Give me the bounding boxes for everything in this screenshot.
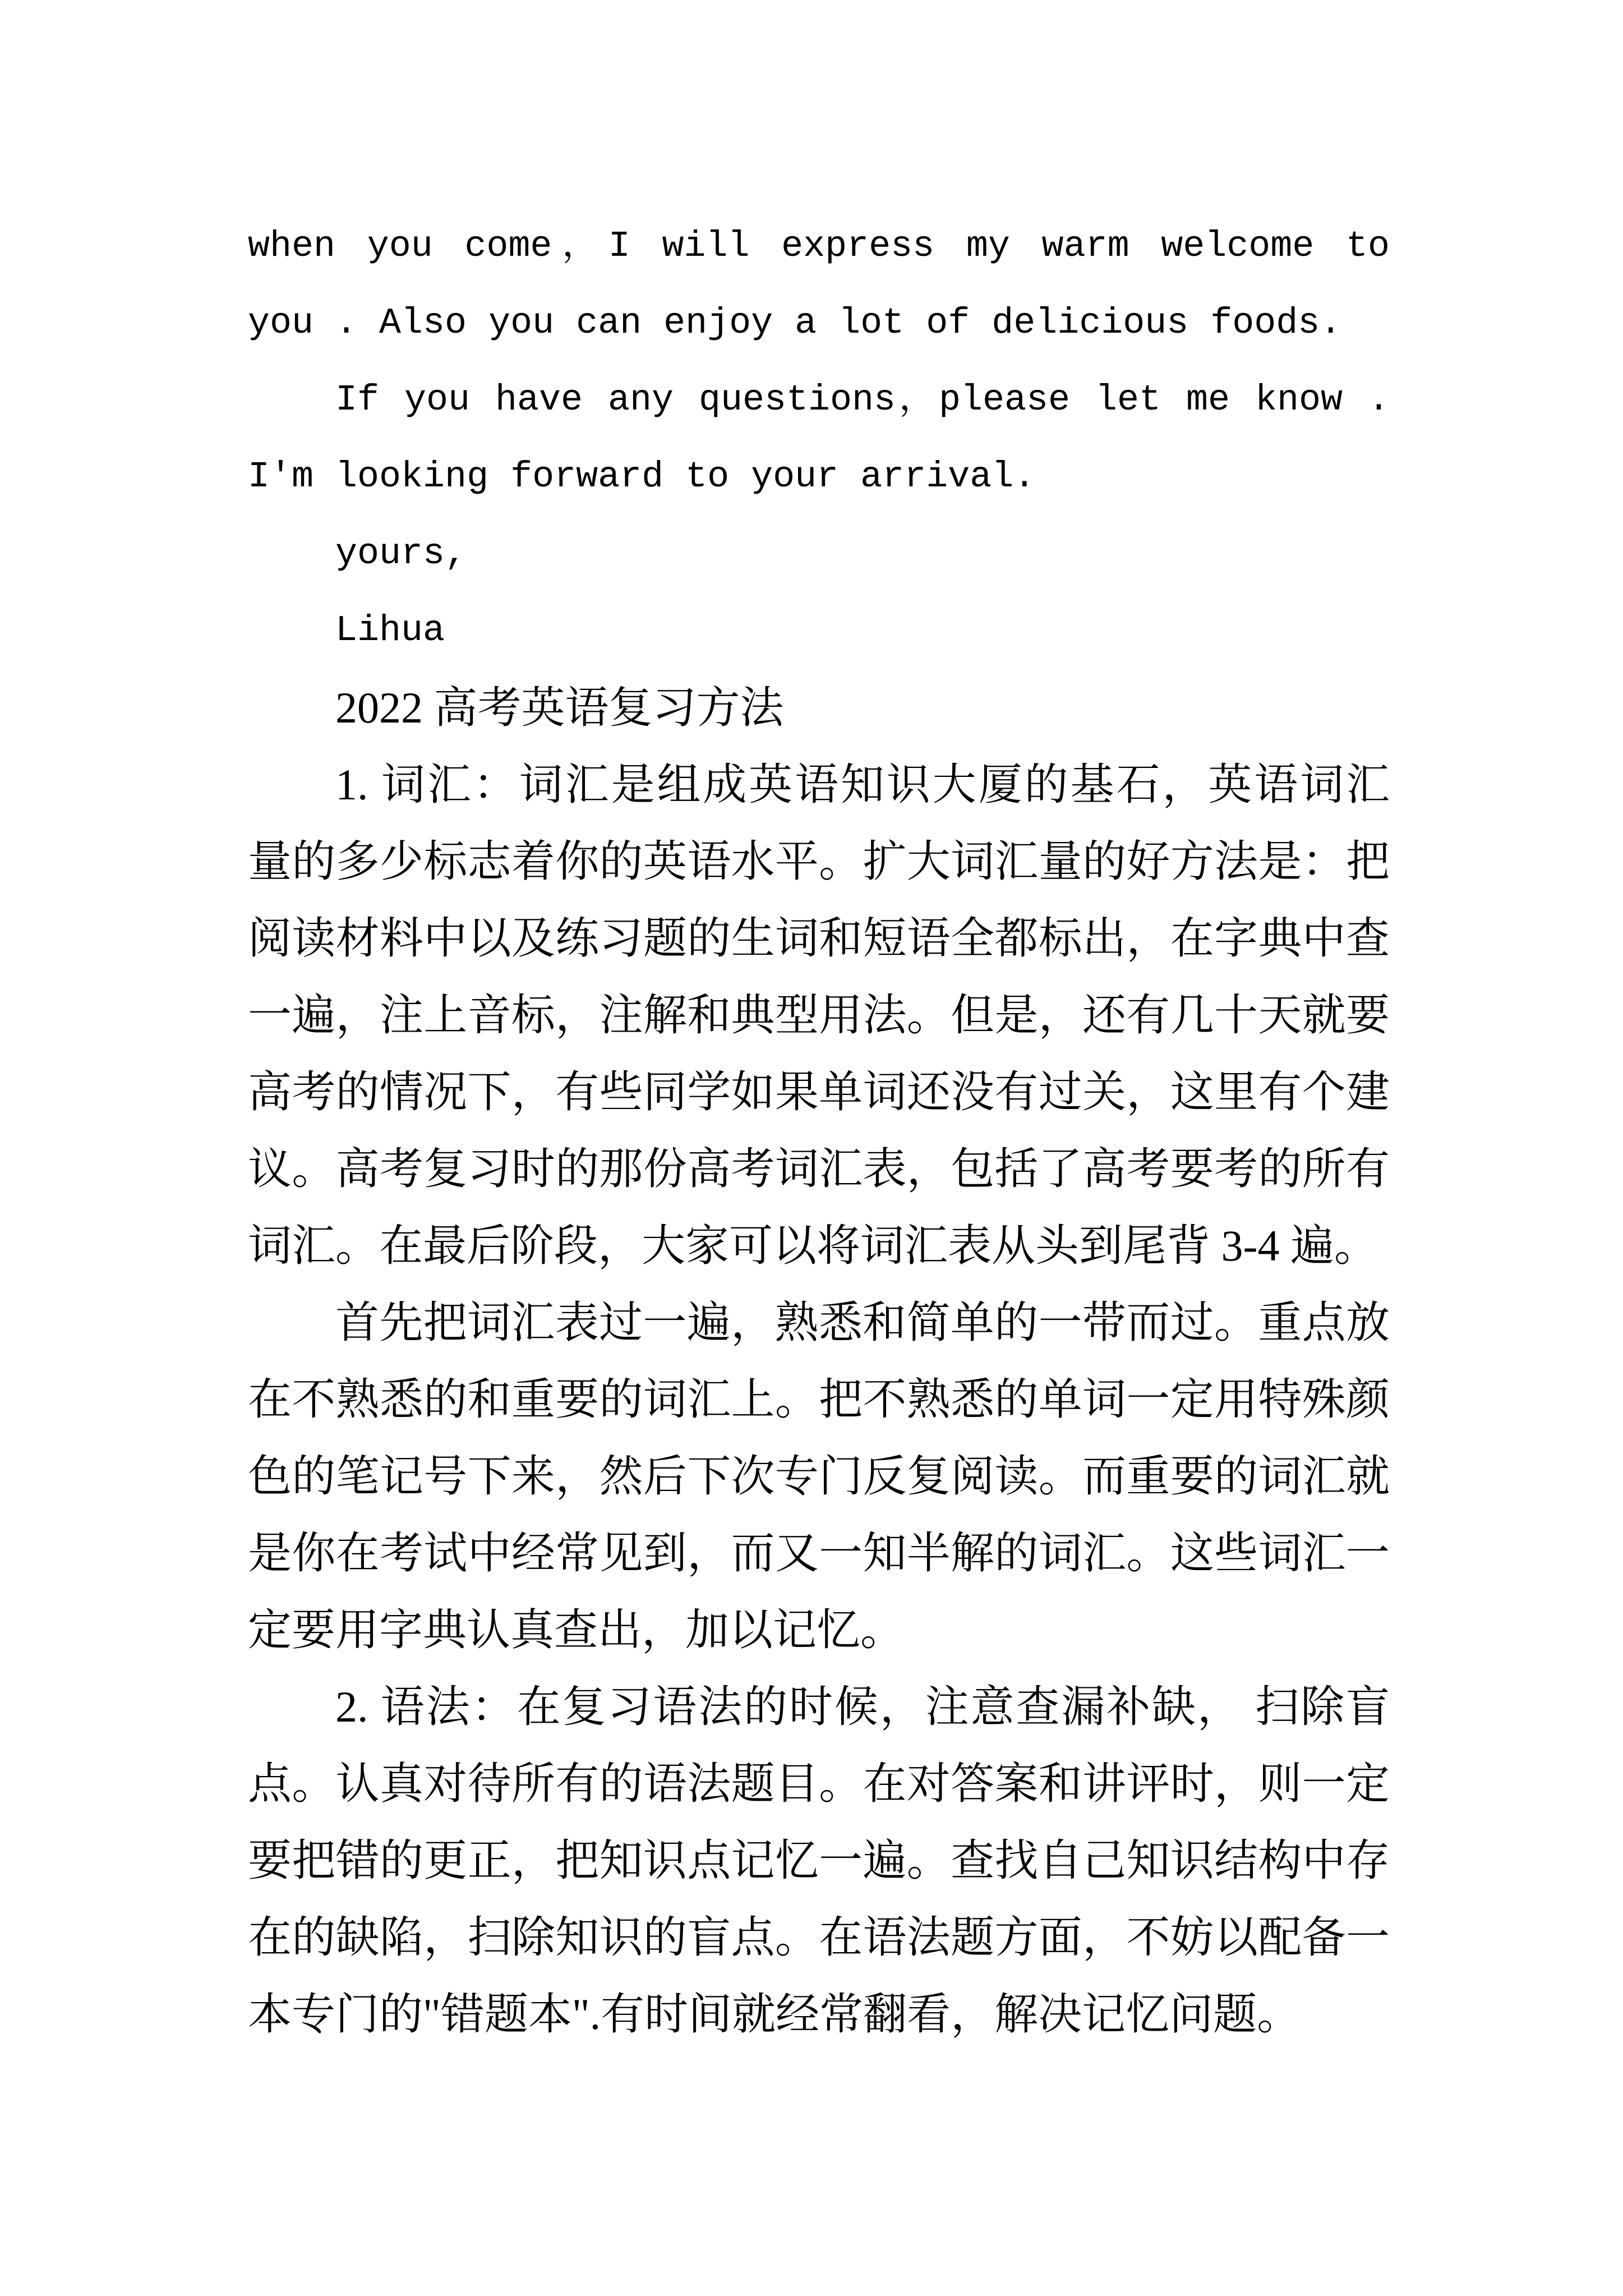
text-line: 首先把词汇表过一遍，熟悉和简单的一带而过。重点放: [335, 1298, 1390, 1347]
vocabulary-paragraph: [248, 1284, 1390, 1668]
vocabulary-paragraph: [248, 746, 1390, 1284]
text-line: If you have any questions，please let me know .: [335, 379, 1390, 421]
text-line: 要把错的更正，把知识点记忆一遍。查找自己知识结构中存: [248, 1836, 1390, 1885]
text-line: 点。认真对待所有的语法题目。在对答案和讲评时，则一定: [248, 1759, 1390, 1808]
letter-signature: Lihua: [335, 610, 445, 651]
article-title: 2022 高考英语复习方法: [335, 683, 784, 732]
text-line: 议。高考复习时的那份高考词汇表，包括了高考要考的所有: [248, 1144, 1390, 1193]
text-line: when you come，I will express my warm welcome to: [248, 226, 1390, 267]
page-body: [248, 208, 1390, 2053]
text-line: 阅读材料中以及练习题的生词和短语全都标出，在字典中查: [248, 914, 1390, 963]
text-line: you . Also you can enjoy a lot of delicious foods.: [248, 302, 1342, 344]
text-line: 词汇。在最后阶段，大家可以将词汇表从头到尾背 3-4 遍。: [248, 1221, 1378, 1270]
text-line: 一遍，注上音标，注解和典型用法。但是，还有几十天就要: [248, 991, 1390, 1039]
text-line: 定要用字典认真查出，加以记忆。: [248, 1605, 905, 1654]
text-line: 是你在考试中经常见到，而又一知半解的词汇。这些词汇一: [248, 1529, 1390, 1577]
letter-paragraph: [248, 362, 1390, 516]
letter-closing: yours,: [335, 533, 467, 574]
text-line: 本专门的"错题本".有时间就经常翻看，解决记忆问题。: [248, 1990, 1301, 2039]
letter-paragraph: [248, 208, 1390, 362]
text-line: 色的笔记号下来，然后下次专门反复阅读。而重要的词汇就: [248, 1452, 1390, 1501]
text-line: 1. 词汇：词汇是组成英语知识大厦的基石，英语词汇: [335, 760, 1390, 809]
text-line: I'm looking forward to your arrival.: [248, 456, 1036, 498]
text-line: 高考的情况下，有些同学如果单词还没有过关，这里有个建: [248, 1068, 1390, 1116]
text-line: 量的多少标志着你的英语水平。扩大词汇量的好方法是：把: [248, 837, 1390, 886]
text-line: 在不熟悉的和重要的词汇上。把不熟悉的单词一定用特殊颜: [248, 1375, 1390, 1424]
text-line: 2. 语法：在复习语法的时候，注意查漏补缺， 扫除盲: [335, 1682, 1390, 1731]
text-line: 在的缺陷，扫除知识的盲点。在语法题方面，不妨以配备一: [248, 1913, 1390, 1962]
grammar-paragraph: [248, 1668, 1390, 2053]
